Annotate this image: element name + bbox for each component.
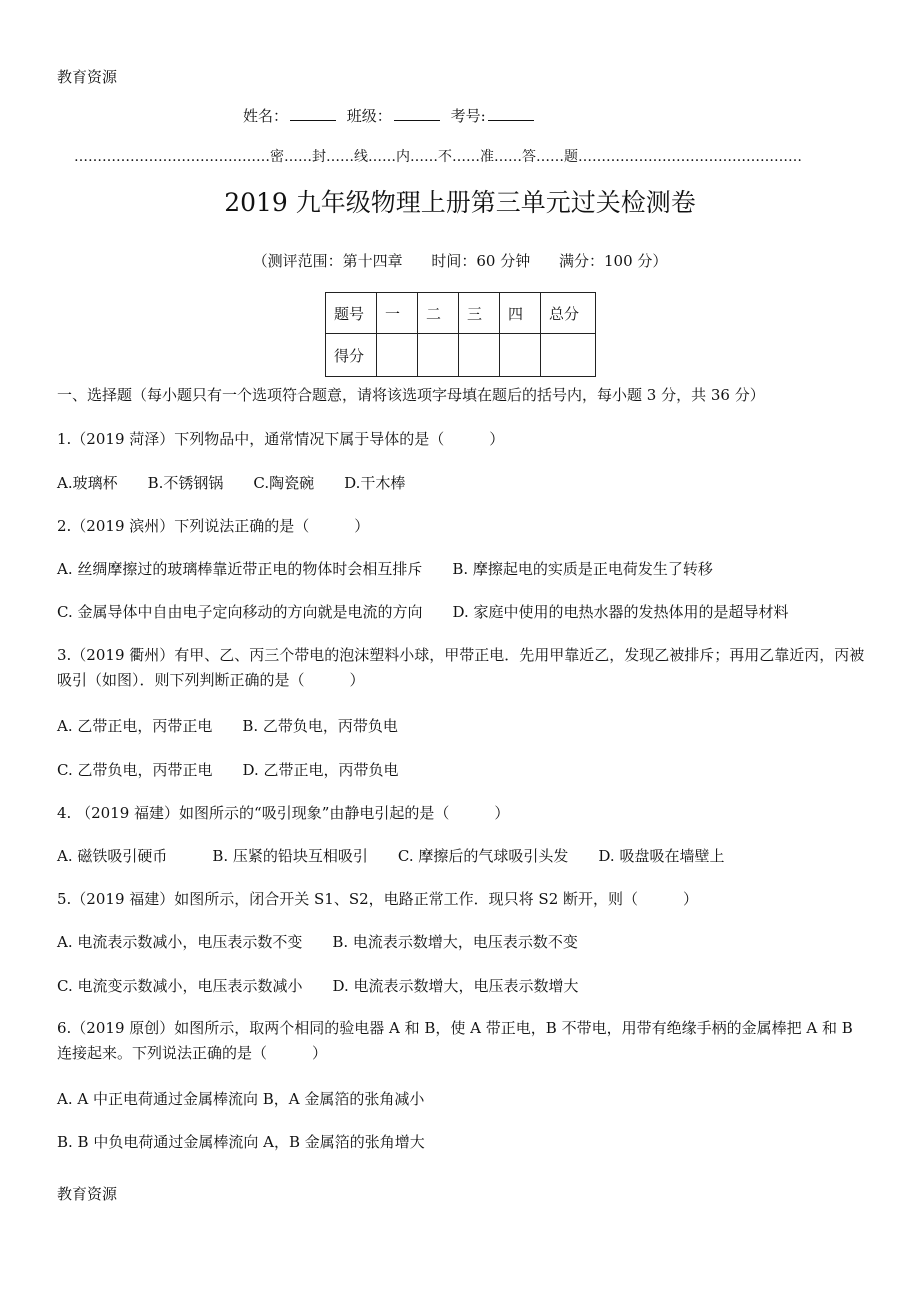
score-header-cell: 四 — [500, 293, 541, 334]
question-3-options-ab: A. 乙带正电，丙带正电 B. 乙带负电，丙带负电 — [57, 717, 398, 735]
score-cell[interactable] — [541, 334, 596, 377]
number-label: 考号: — [450, 107, 486, 125]
question-6-option-a: A. A 中正电荷通过金属棒流向 B，A 金属箔的张角减小 — [57, 1090, 425, 1108]
score-row-label: 得分 — [326, 334, 377, 377]
question-6-option-b: B. B 中负电荷通过金属棒流向 A，B 金属箔的张角增大 — [57, 1133, 425, 1151]
page-header: 教育资源 — [57, 68, 118, 86]
question-2-options-cd: C. 金属导体中自由电子定向移动的方向就是电流的方向 D. 家庭中使用的电热水器的发热体用的是超导材料 — [57, 603, 789, 621]
score-cell[interactable] — [500, 334, 541, 377]
question-3: 3.（2019 衢州）有甲、乙、丙三个带电的泡沫塑料小球，甲带正电．先用甲靠近乙，发现乙被排斥；再用乙靠近丙，丙被吸引（如图）．则下列判断正确的是（ ） — [57, 646, 865, 689]
score-header-cell: 总分 — [541, 293, 596, 334]
question-5-options-cd: C. 电流变示数减小，电压表示数减小 D. 电流表示数增大，电压表示数增大 — [57, 977, 579, 995]
score-table-header-row — [326, 293, 596, 334]
number-blank[interactable] — [488, 106, 534, 121]
scope-time: 时间：60 分钟 — [431, 252, 531, 270]
score-header-cell: 二 — [418, 293, 459, 334]
question-5-options-ab: A. 电流表示数减小，电压表示数不变 B. 电流表示数增大，电压表示数不变 — [57, 933, 578, 951]
test-scope — [0, 250, 920, 271]
class-label: 班级： — [346, 107, 392, 125]
page-footer: 教育资源 — [57, 1185, 118, 1203]
score-cell[interactable] — [377, 334, 418, 377]
scope-range: （测评范围：第十四章 — [252, 252, 403, 270]
score-table-score-row — [326, 334, 596, 377]
score-cell[interactable] — [418, 334, 459, 377]
question-2: 2.（2019 滨州）下列说法正确的是（ ） — [57, 517, 370, 535]
question-1: 1.（2019 菏泽）下列物品中，通常情况下属于导体的是（ ） — [57, 430, 505, 448]
question-5: 5.（2019 福建）如图所示，闭合开关 S1、S2，电路正常工作．现只将 S2 断开，则（ ） — [57, 890, 699, 908]
score-table — [325, 292, 596, 377]
scope-full-score: 满分：100 分） — [559, 252, 668, 270]
question-2-options-ab: A. 丝绸摩擦过的玻璃棒靠近带正电的物体时会相互排斥 B. 摩擦起电的实质是正电荷发生了转移 — [57, 560, 713, 578]
question-4-options: A. 磁铁吸引硬币 B. 压紧的铅块互相吸引 C. 摩擦后的气球吸引头发 D. 吸盘吸在墙壁上 — [57, 847, 725, 865]
question-3-options-cd: C. 乙带负电，丙带正电 D. 乙带正电，丙带负电 — [57, 761, 399, 779]
score-header-cell: 一 — [377, 293, 418, 334]
student-info-line — [243, 105, 540, 126]
seal-line: ……………………………………密……封……线……内……不……准……答……题………………………………………… — [74, 149, 802, 165]
question-6: 6.（2019 原创）如图所示，取两个相同的验电器 A 和 B，使 A 带正电，B 不带电，用带有绝缘手柄的金属棒把 A 和 B 连接起来。下列说法正确的是（ ） — [57, 1019, 853, 1062]
class-blank[interactable] — [394, 106, 440, 121]
page-title: 2019 九年级物理上册第三单元过关检测卷 — [224, 188, 696, 217]
question-4: 4. （2019 福建）如图所示的“吸引现象”由静电引起的是（ ） — [57, 804, 510, 822]
score-header-cell: 题号 — [326, 293, 377, 334]
question-1-options: A.玻璃杯 B.不锈钢锅 C.陶瓷碗 D.干木棒 — [57, 474, 406, 492]
score-header-cell: 三 — [459, 293, 500, 334]
score-cell[interactable] — [459, 334, 500, 377]
section-heading: 一、选择题（每小题只有一个选项符合题意，请将该选项字母填在题后的括号内，每小题 3 分，共 36 分） — [57, 386, 765, 404]
name-blank[interactable] — [290, 106, 336, 121]
name-label: 姓名： — [243, 107, 289, 125]
